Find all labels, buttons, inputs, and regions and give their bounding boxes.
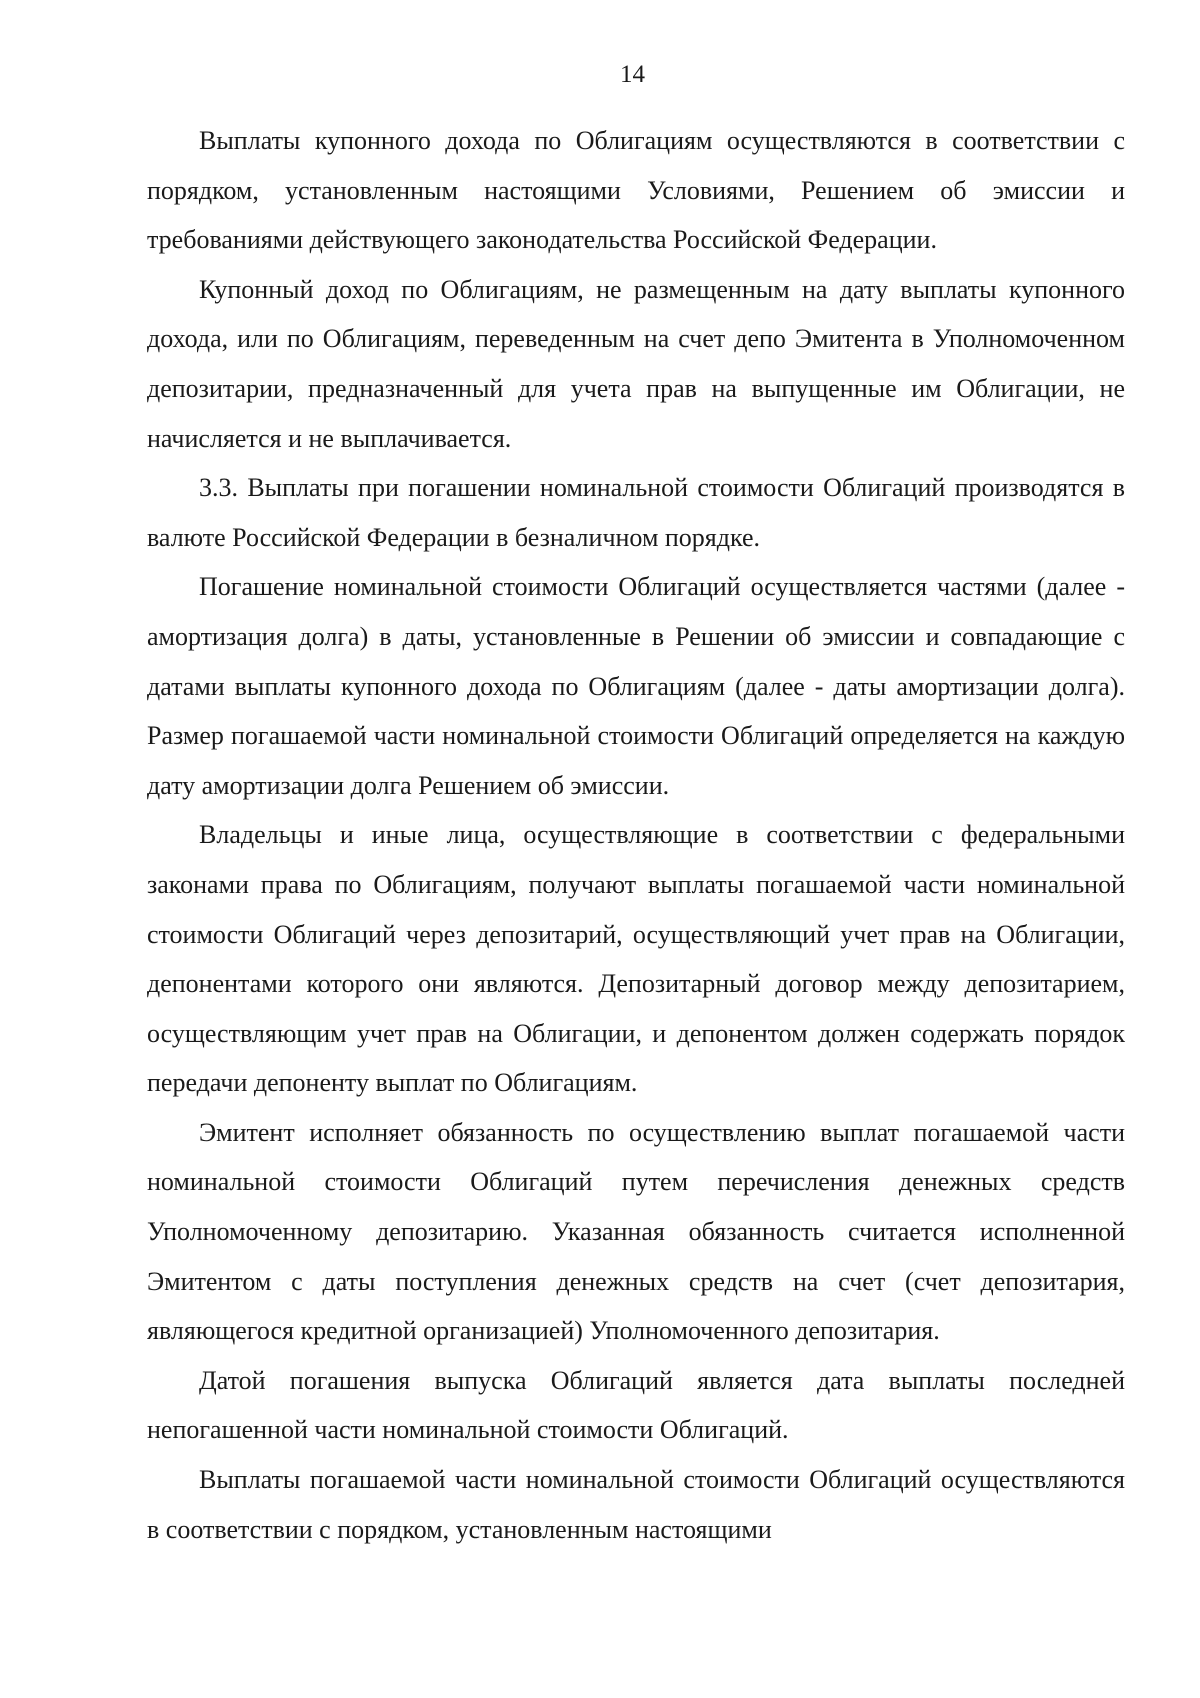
document-body (147, 116, 1125, 1554)
paragraph-redemption-date: Датой погашения выпуска Облигаций является дата выплаты последней непогашенной части номинальной стоимости Облигаций. (147, 1365, 1125, 1445)
paragraph-coupon-payments: Выплаты купонного дохода по Облигациям осуществляются в соответствии с порядком, установленным настоящими Условиями, Решением об эмиссии и требованиями действующего законодательства Российской Федерации. (147, 126, 1125, 255)
paragraph-amortization: Погашение номинальной стоимости Облигаций осуществляется частями (далее - амортизация долга) в даты, установленные в Решении об эмиссии и совпадающие с датами выплаты купонного дохода по Облигациям (далее - даты амортизации долга). Размер погашаемой части номинальной стоимости Облигаций определяется на каждую дату амортизации долга Решением об эмиссии. (147, 572, 1125, 800)
page-number: 14 (620, 61, 645, 88)
paragraph-3-3-redemption-payments: 3.3. Выплаты при погашении номинальной стоимости Облигаций производятся в валюте Российской Федерации в безналичном порядке. (147, 473, 1125, 552)
paragraph-redemption-procedure: Выплаты погашаемой части номинальной стоимости Облигаций осуществляются в соответствии с порядком, установленным настоящими (147, 1465, 1125, 1544)
paragraph-holders-payments: Владельцы и иные лица, осуществляющие в соответствии с федеральными законами права по Облигациям, получают выплаты погашаемой части номинальной стоимости Облигаций через депозитарий, осуществляющий учет прав на Облигации, депонентами которого они являются. Депозитарный договор между депозитарием, осуществляющим учет прав на Облигации, и депонентом должен содержать порядок передачи депоненту выплат по Облигациям. (147, 820, 1125, 1098)
paragraph-issuer-obligation: Эмитент исполняет обязанность по осуществлению выплат погашаемой части номинальной стоимости Облигаций путем перечисления денежных средств Уполномоченному депозитарию. Указанная обязанность считается исполненной Эмитентом с даты поступления денежных средств на счет (счет депозитария, являющегося кредитной организацией) Уполномоченного депозитария. (147, 1117, 1125, 1346)
paragraph-coupon-not-accrued: Купонный доход по Облигациям, не размещенным на дату выплаты купонного дохода, или по Облигациям, переведенным на счет депо Эмитента в Уполномоченном депозитарии, предназначенный для учета прав на выпущенные им Облигации, не начисляется и не выплачивается. (147, 274, 1125, 453)
